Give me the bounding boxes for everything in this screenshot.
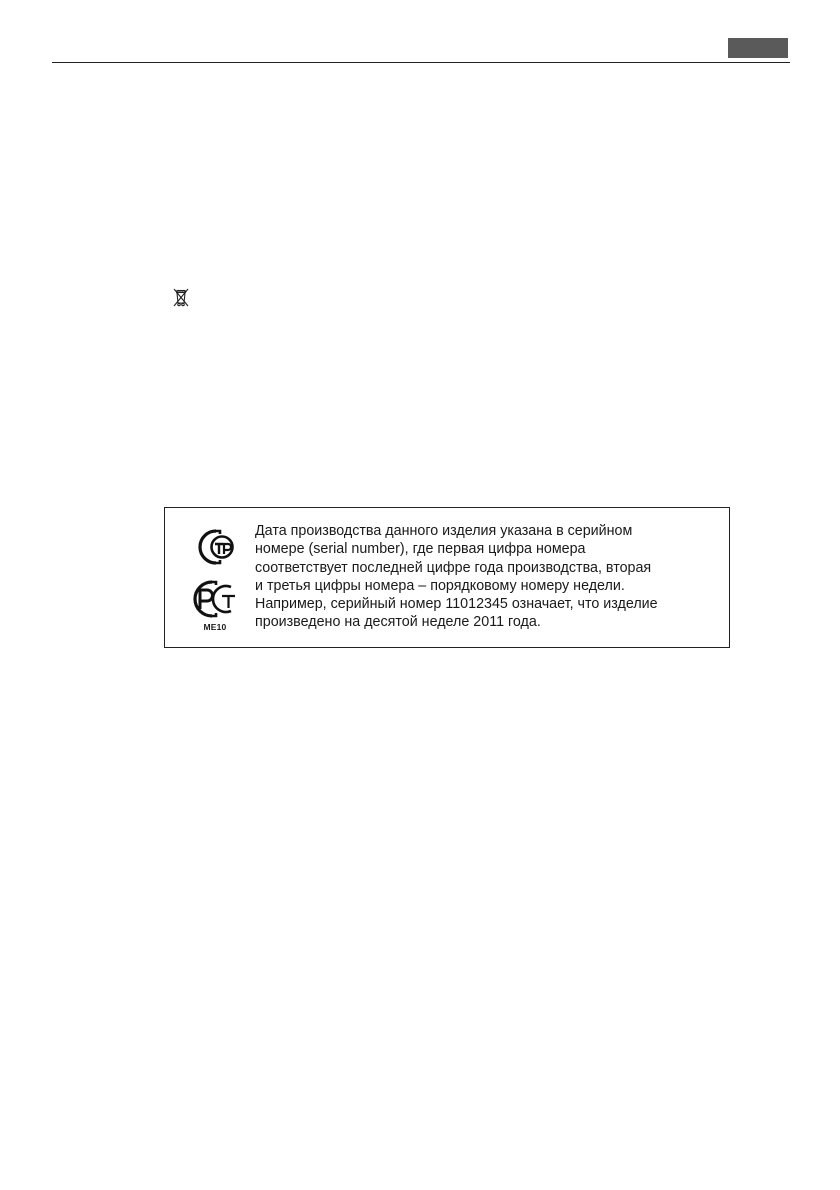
gost-r-certification-mark [186,527,242,567]
notice-line: Дата производства данного изделия указана в серийном [255,523,633,539]
notice-line: и третья цифры номера – порядковому номеру недели. [255,577,625,594]
header-tab [728,38,788,58]
eac-tr-certification-mark [186,578,242,620]
crossed-out-wheelie-bin-icon [171,287,191,309]
notice-line: номере (serial number), где первая цифра номера [255,541,586,558]
certification-marks [185,522,245,634]
header-rule [52,62,790,63]
serial-number-explanation [255,522,725,632]
notice-line: Например, серийный номер 11012345 означает, что изделие [255,596,658,613]
serial-number-notice-box [164,507,730,648]
notice-line: соответствует последней цифре года производства, вторая [255,559,652,576]
notice-line: произведено на десятой неделе 2011 года. [255,614,541,631]
certification-code: ME10 [203,622,227,632]
